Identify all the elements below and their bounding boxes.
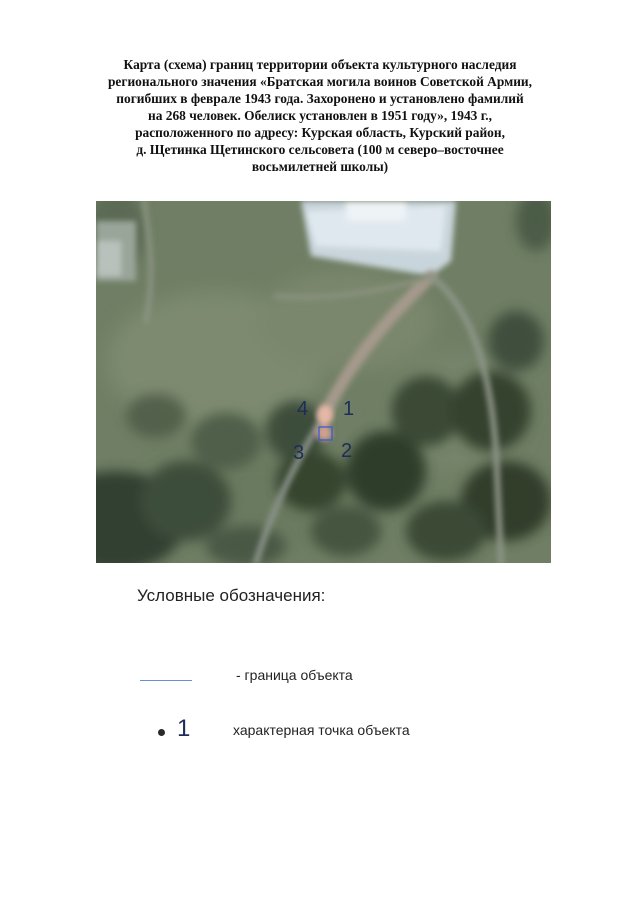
point-dot-symbol (158, 729, 165, 736)
satellite-image (96, 201, 551, 563)
point-label-1: 1 (343, 398, 355, 420)
satellite-map (96, 201, 551, 563)
title-line: д. Щетинка Щетинского сельсовета (100 м северо–восточнее (136, 142, 504, 157)
title-line: восьмилетней школы) (251, 159, 389, 174)
title-line: расположенного по адресу: Курская область, Курский район, (135, 125, 505, 140)
point-legend-label: характерная точка объекта (233, 722, 410, 738)
boundary-line-symbol (140, 680, 192, 681)
point-label-4: 4 (297, 398, 309, 420)
boundary-legend-label: - граница объекта (236, 667, 353, 683)
title-line: Карта (схема) границ территории объекта культурного наследия (123, 57, 517, 72)
legend-title: Условные обозначения: (137, 586, 326, 605)
point-label-2: 2 (341, 440, 353, 462)
title-line: регионального значения «Братская могила воинов Советской Армии, (107, 74, 532, 89)
title-line: погибших в феврале 1943 года. Захоронено и установлено фамилий (116, 91, 524, 106)
point-number-symbol: 1 (177, 715, 191, 742)
map-title (70, 56, 570, 175)
title-line: на 268 человек. Обелиск установлен в 1951 году», 1943 г., (148, 108, 492, 123)
point-label-3: 3 (293, 442, 305, 464)
